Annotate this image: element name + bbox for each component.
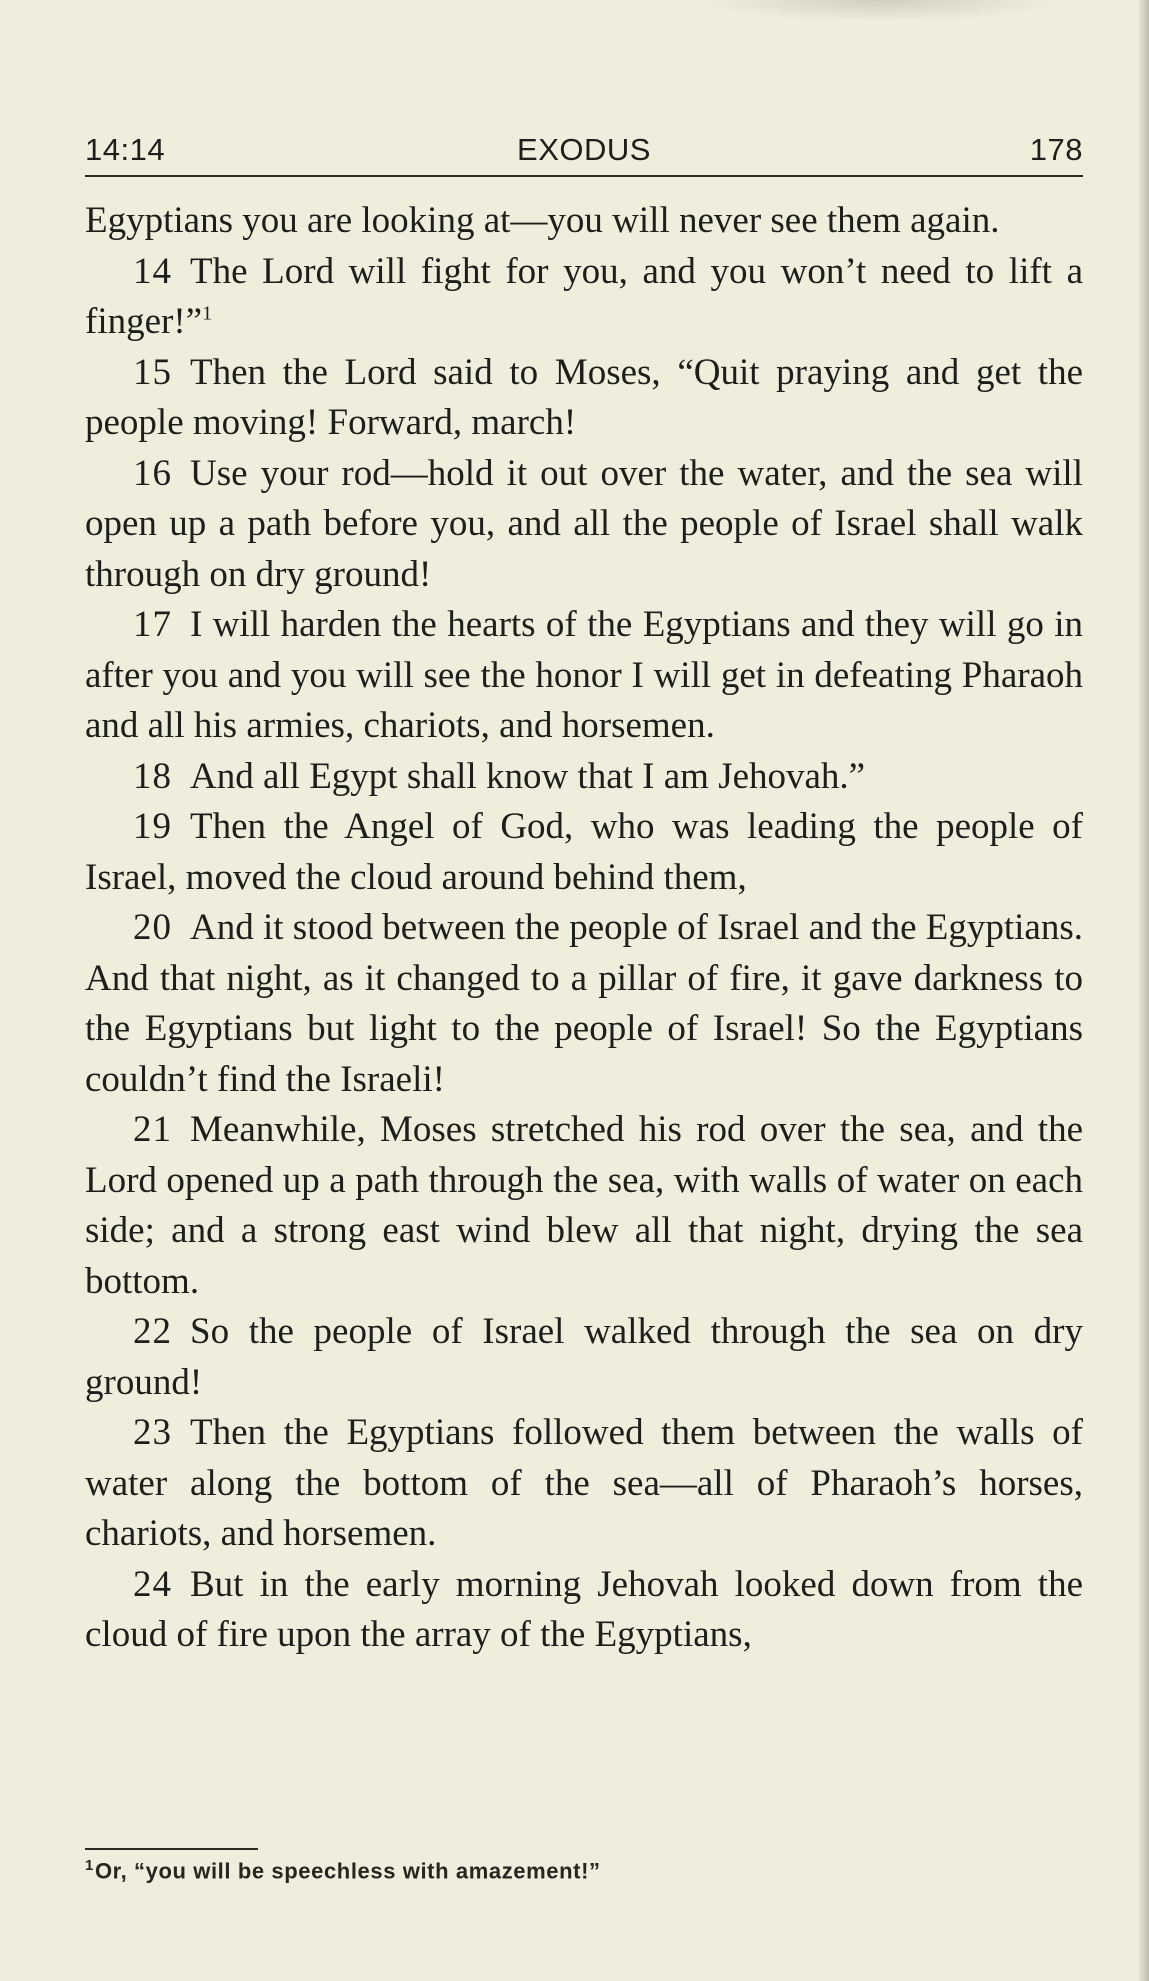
verse-number: 16 — [133, 452, 172, 494]
opening-text: Egyptians you are looking at—you will never see them again. — [85, 200, 1000, 241]
verse-text: Meanwhile, Moses stretched his rod over the sea, and the Lord opened up a path through the sea, with walls of water on each side; and a strong east wind blew all that night, drying the sea bottom. — [85, 1109, 1083, 1302]
verse-text: And it stood between the people of Israel and the Egyptians. And that night, as it changed to a pillar of fire, it gave darkness to the Egyptians but light to the people of Israel! So the Egyptians couldn’t find the Israeli! — [85, 907, 1083, 1100]
footnote — [85, 1857, 601, 1884]
chapter-verse-reference: 14:14 — [85, 132, 166, 167]
header-rule — [85, 175, 1083, 177]
verse-20 — [85, 903, 1083, 1105]
verse-18 — [85, 752, 1083, 803]
verse-16 — [85, 449, 1083, 601]
verse-number: 17 — [133, 604, 172, 645]
verse-number: 18 — [133, 755, 172, 797]
verse-text: Then the Lord said to Moses, “Quit praying and get the people moving! Forward, march! — [85, 351, 1083, 443]
verse-number: 22 — [133, 1311, 172, 1352]
verse-17 — [85, 600, 1083, 752]
verse-number: 14 — [133, 250, 172, 292]
verse-text: Then the Egyptians followed them between the walls of water along the bottom of the sea—all of Pharaoh’s horses, chariots, and horsemen. — [85, 1412, 1083, 1554]
verse-text: So the people of Israel walked through the sea on dry ground! — [85, 1311, 1083, 1403]
verse-text: I will harden the hearts of the Egyptians and they will go in after you and you will see the honor I will get in defeating Pharaoh and all his armies, chariots, and horsemen. — [85, 604, 1083, 746]
verse-number: 20 — [133, 907, 172, 948]
verse-text: The Lord will fight for you, and you won’t need to lift a finger!” — [85, 250, 1083, 342]
verse-15 — [85, 348, 1083, 449]
page-edge — [1139, 0, 1149, 1981]
verse-text: Then the Angel of God, who was leading the people of Israel, moved the cloud around behind them, — [85, 806, 1083, 898]
verse-number: 23 — [133, 1412, 172, 1453]
verse-24 — [85, 1560, 1083, 1661]
opening-paragraph — [85, 196, 1083, 247]
verse-19 — [85, 802, 1083, 903]
body-text — [85, 196, 1083, 1661]
verse-23 — [85, 1408, 1083, 1560]
verse-text: But in the early morning Jehovah looked down from the cloud of fire upon the array of the Egyptians, — [85, 1563, 1083, 1655]
running-head — [85, 132, 1083, 176]
footnote-marker: 1 — [85, 1857, 94, 1874]
footnote-mark[interactable]: 1 — [202, 302, 213, 325]
page-number: 178 — [1029, 132, 1083, 167]
page-shadow — [700, 0, 1060, 22]
book-title: EXODUS — [517, 132, 651, 167]
verse-21 — [85, 1105, 1083, 1307]
verse-22 — [85, 1307, 1083, 1408]
verse-text: And all Egypt shall know that I am Jehovah.” — [190, 755, 866, 797]
verse-number: 24 — [133, 1563, 172, 1605]
footnote-text: Or, “you will be speechless with amazement!” — [94, 1858, 601, 1884]
verse-number: 15 — [133, 351, 172, 393]
verse-text: Use your rod—hold it out over the water, and the sea will open up a path before you, and all the people of Israel shall walk through on dry ground! — [85, 452, 1083, 595]
verse-14 — [85, 247, 1083, 348]
footnote-rule — [85, 1848, 258, 1850]
verse-number: 19 — [133, 806, 172, 847]
verse-number: 21 — [133, 1109, 172, 1150]
